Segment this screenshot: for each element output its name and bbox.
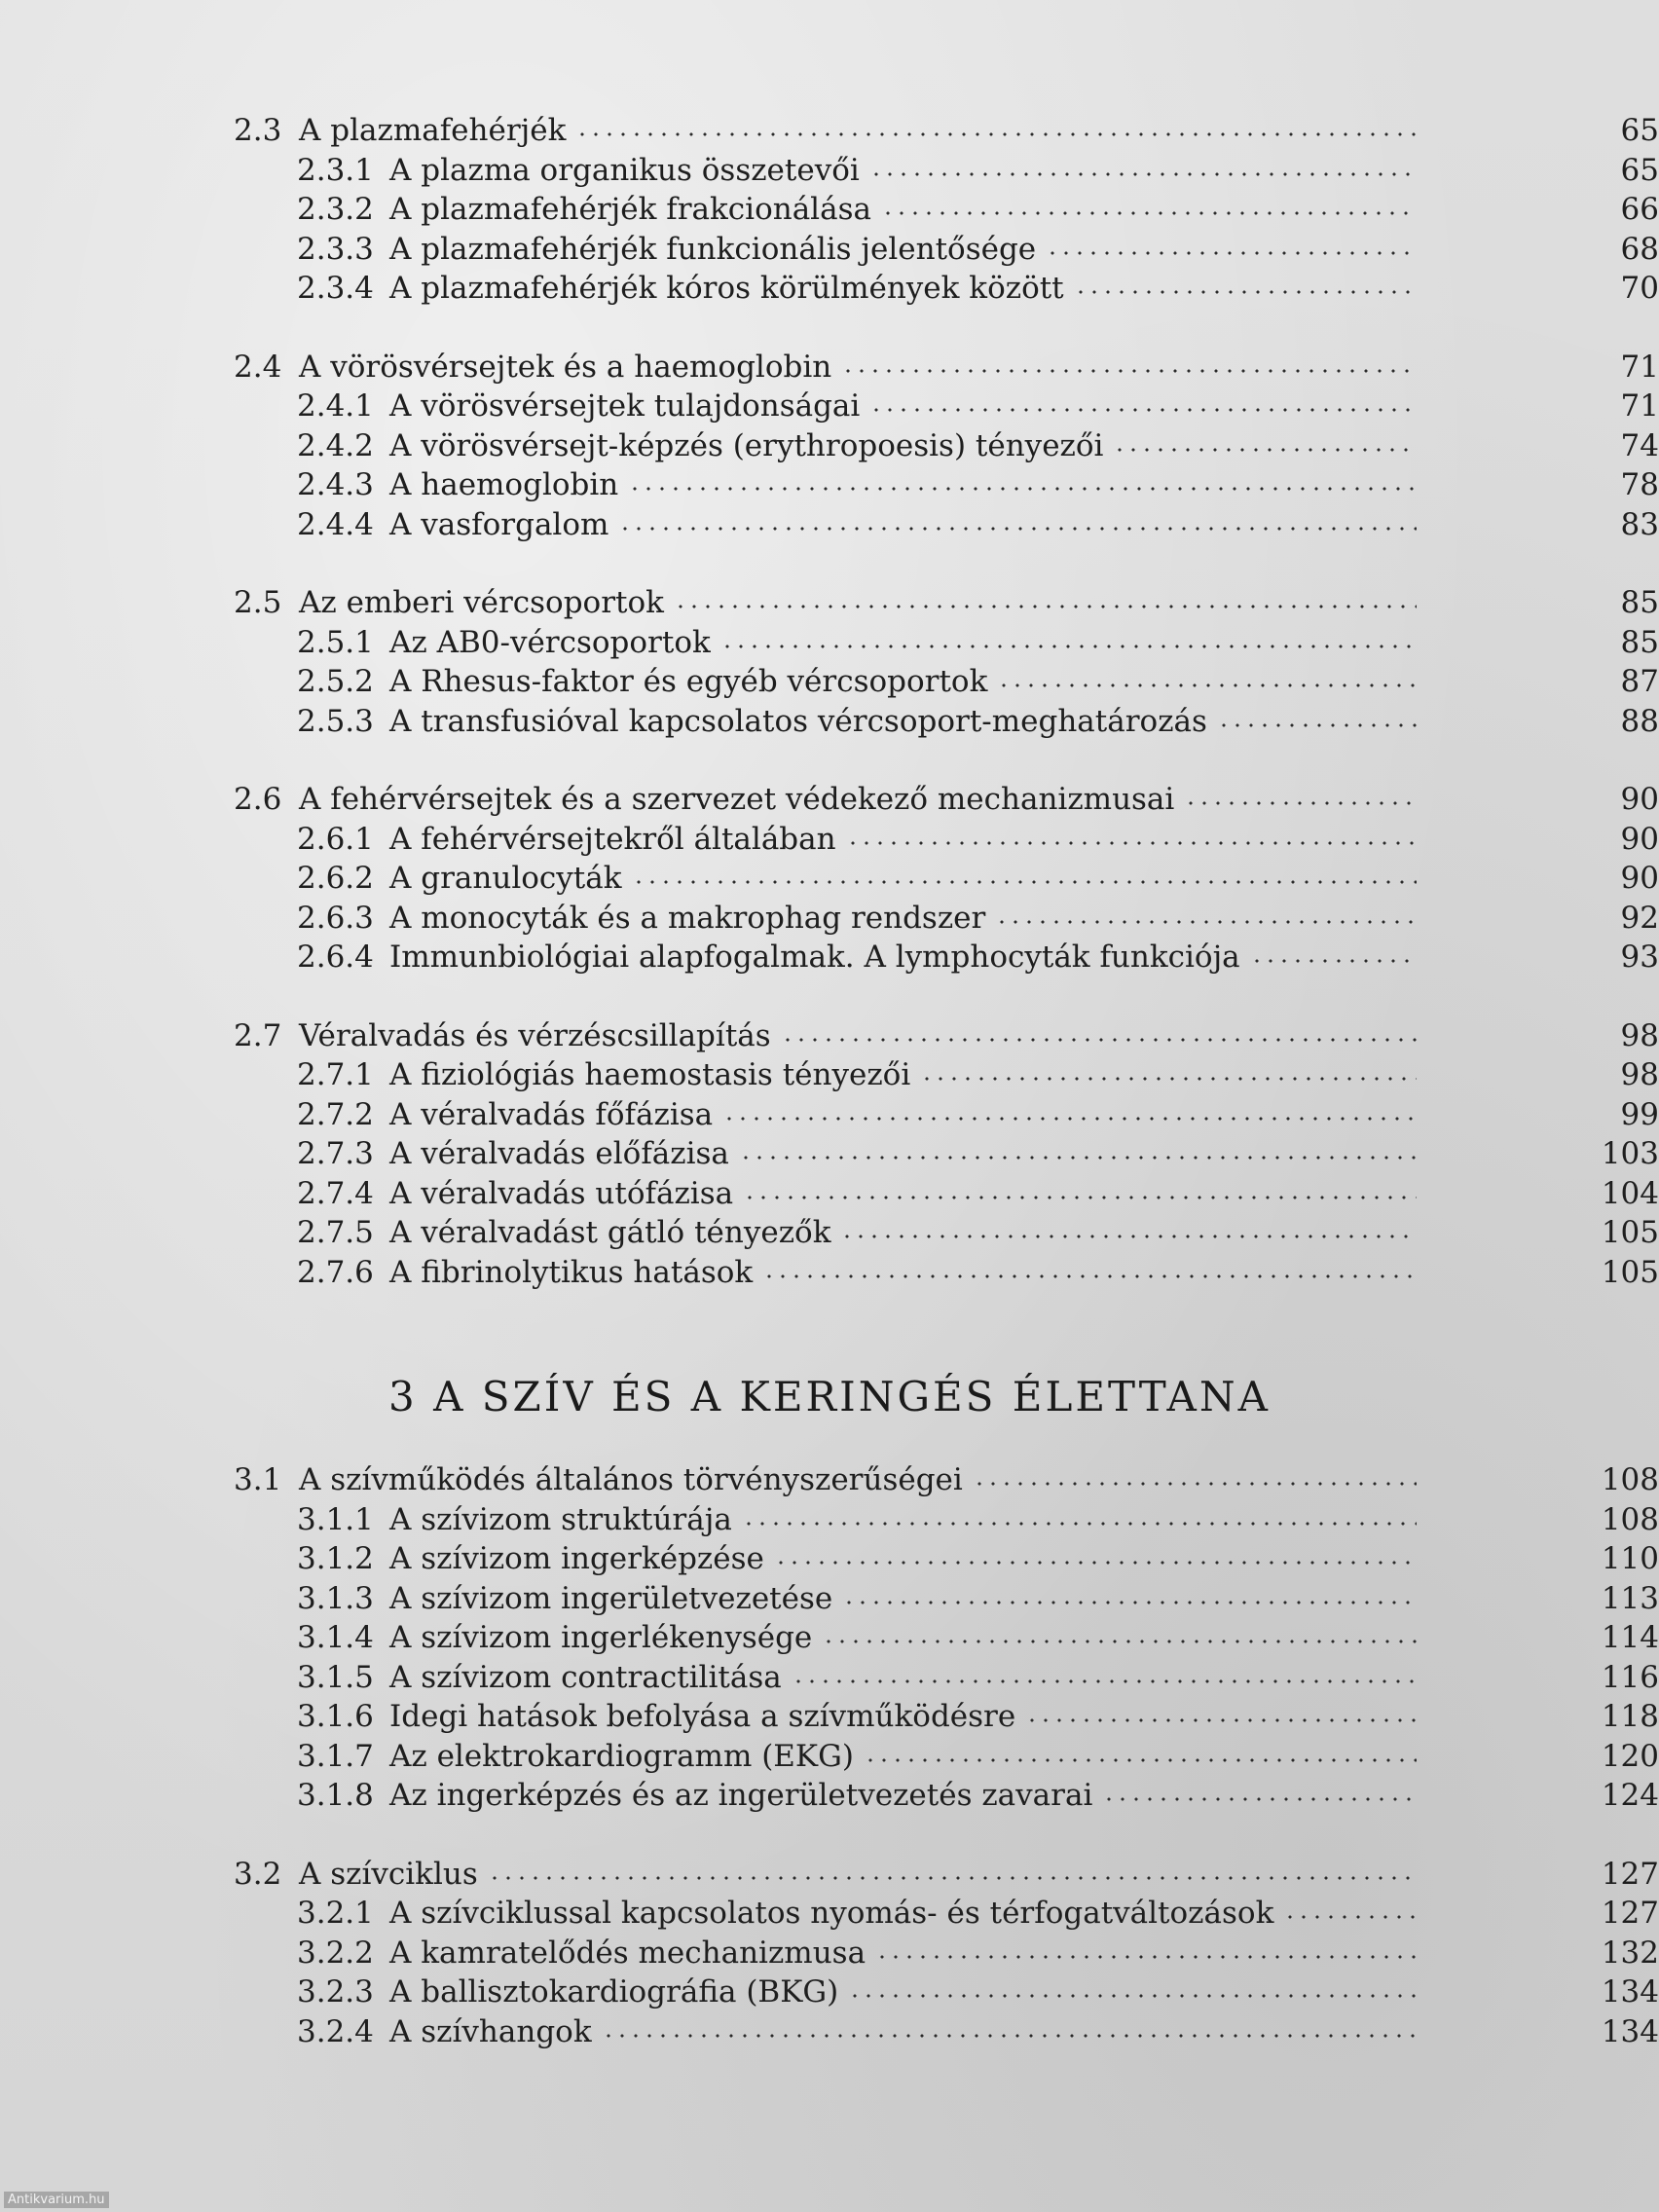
toc-entry-title: A plazma organikus összetevői bbox=[389, 152, 860, 188]
toc-entry-page-number: 127 bbox=[1601, 1896, 1659, 1931]
toc-entry-title: Idegi hatások befolyása a szívműködésre bbox=[389, 1699, 1016, 1734]
toc-subsection-row bbox=[0, 623, 1659, 662]
toc-section-row bbox=[0, 1460, 1659, 1499]
toc-subsection-row bbox=[0, 1658, 1659, 1697]
toc-entry-number: 2.5.2 bbox=[297, 664, 374, 699]
toc-entry-title: A véralvadást gátló tényezők bbox=[389, 1215, 831, 1250]
toc-entry-title: A szívciklus bbox=[299, 1856, 478, 1892]
toc-entry-title: A Rhesus-faktor és egyéb vércsoportok bbox=[389, 664, 988, 699]
toc-entry-number: 2.5.1 bbox=[297, 624, 374, 660]
toc-subsection-row bbox=[0, 1500, 1659, 1539]
toc-entry-page-number: 134 bbox=[1601, 2013, 1659, 2049]
toc-entry-title: A granulocyták bbox=[389, 861, 622, 896]
toc-subsection-row bbox=[0, 1776, 1659, 1815]
toc-subsection-row bbox=[0, 426, 1659, 465]
toc-entry-page-number: 85 bbox=[1620, 624, 1659, 660]
toc-entry-number: 3.2.4 bbox=[297, 2013, 374, 2049]
toc-entry-number: 3.1.4 bbox=[297, 1620, 374, 1655]
toc-entry-title: A véralvadás előfázisa bbox=[389, 1136, 729, 1171]
toc-entry-title: A szívizom ingerképzése bbox=[389, 1541, 764, 1576]
toc-entry-title: Az ingerképzés és az ingerületvezetés zavarai bbox=[389, 1778, 1093, 1813]
toc-subsection-row bbox=[0, 1134, 1659, 1173]
toc-entry-page-number: 98 bbox=[1620, 1057, 1659, 1092]
toc-entry-title: A plazmafehérjék bbox=[299, 113, 567, 148]
toc-subsection-row bbox=[0, 859, 1659, 898]
toc-entry-page-number: 110 bbox=[1601, 1541, 1659, 1576]
toc-entry-title: A fehérvérsejtekről általában bbox=[389, 821, 836, 857]
toc-entry-number: 2.3 bbox=[234, 113, 282, 148]
toc-entry-page-number: 114 bbox=[1601, 1620, 1659, 1655]
toc-section-row bbox=[0, 111, 1659, 150]
toc-entry-title: A szívciklussal kapcsolatos nyomás- és térfogatváltozások bbox=[389, 1896, 1274, 1931]
toc-entry-title: Az emberi vércsoportok bbox=[299, 585, 664, 620]
toc-entry-number: 2.7.6 bbox=[297, 1254, 374, 1290]
toc-subsection-row bbox=[0, 1579, 1659, 1618]
toc-entry-page-number: 92 bbox=[1620, 900, 1659, 936]
toc-subsection-row bbox=[0, 1539, 1659, 1578]
toc-entry-title: A fehérvérsejtek és a szervezet védekező mechanizmusai bbox=[299, 782, 1175, 817]
toc-entry-title: A szívműködés általános törvényszerűségei bbox=[299, 1462, 963, 1497]
toc-section-row bbox=[0, 348, 1659, 387]
toc-entry-number: 3.1.6 bbox=[297, 1699, 374, 1734]
toc-entry-title: A véralvadás főfázisa bbox=[389, 1096, 714, 1132]
toc-entry-page-number: 78 bbox=[1620, 467, 1659, 502]
toc-subsection-row bbox=[0, 1697, 1659, 1736]
toc-entry-number: 2.6.1 bbox=[297, 821, 374, 857]
toc-subsection-row bbox=[0, 702, 1659, 741]
toc-entry-number: 3.2.2 bbox=[297, 1935, 374, 1971]
toc-entry-number: 2.4.3 bbox=[297, 467, 374, 502]
toc-subsection-row bbox=[0, 151, 1659, 190]
toc-subsection-row bbox=[0, 1618, 1659, 1657]
toc-entry-page-number: 90 bbox=[1620, 861, 1659, 896]
toc-entry-title: A fiziológiás haemostasis tényezői bbox=[389, 1057, 911, 1092]
toc-entry-title: A monocyták és a makrophag rendszer bbox=[389, 900, 986, 936]
toc-entry-page-number: 127 bbox=[1601, 1856, 1659, 1892]
toc-entry-page-number: 68 bbox=[1620, 231, 1659, 267]
toc-section-row bbox=[0, 1016, 1659, 1055]
toc-entry-number: 3.2.1 bbox=[297, 1896, 374, 1931]
toc-subsection-row bbox=[0, 1213, 1659, 1252]
toc-entry-number: 2.5.3 bbox=[297, 703, 374, 739]
toc-entry-page-number: 103 bbox=[1601, 1136, 1659, 1171]
toc-entry-page-number: 124 bbox=[1601, 1778, 1659, 1813]
toc-subsection-row bbox=[0, 1934, 1659, 1972]
toc-entry-number: 3.1.7 bbox=[297, 1738, 374, 1774]
toc-entry-number: 3.1.1 bbox=[297, 1501, 374, 1537]
toc-entry-number: 3.2 bbox=[234, 1856, 282, 1892]
toc-entry-number: 3.1 bbox=[234, 1462, 282, 1497]
toc-subsection-row bbox=[0, 190, 1659, 229]
toc-section-row bbox=[0, 1855, 1659, 1894]
toc-subsection-row bbox=[0, 1095, 1659, 1134]
toc-entry-title: A vörösvérsejtek és a haemoglobin bbox=[299, 349, 832, 385]
toc-entry-page-number: 90 bbox=[1620, 782, 1659, 817]
toc-entry-title: A vörösvérsejtek tulajdonságai bbox=[389, 388, 861, 424]
toc-entry-number: 2.7.4 bbox=[297, 1175, 374, 1211]
toc-subsection-row bbox=[0, 938, 1659, 977]
toc-entry-page-number: 105 bbox=[1601, 1215, 1659, 1250]
toc-entry-number: 2.3.4 bbox=[297, 271, 374, 306]
toc-entry-page-number: 134 bbox=[1601, 1974, 1659, 2009]
toc-entry-title: A szívizom ingerlékenysége bbox=[389, 1620, 813, 1655]
toc-entry-title: Immunbiológiai alapfogalmak. A lymphocyták funkciója bbox=[389, 940, 1240, 975]
toc-subsection-row bbox=[0, 1055, 1659, 1094]
toc-entry-number: 2.6.2 bbox=[297, 861, 374, 896]
toc-subsection-row bbox=[0, 2012, 1659, 2051]
toc-subsection-row bbox=[0, 387, 1659, 425]
toc-entry-title: A transfusióval kapcsolatos vércsoport-meghatározás bbox=[389, 703, 1207, 739]
toc-entry-title: A szívizom struktúrája bbox=[389, 1501, 732, 1537]
toc-entry-page-number: 66 bbox=[1620, 192, 1659, 227]
toc-entry-title: A szívizom contractilitása bbox=[389, 1659, 782, 1695]
toc-entry-number: 2.7.2 bbox=[297, 1096, 374, 1132]
toc-entry-number: 3.1.2 bbox=[297, 1541, 374, 1576]
toc-entry-number: 2.6.4 bbox=[297, 940, 374, 975]
toc-entry-number: 3.1.3 bbox=[297, 1580, 374, 1616]
toc-entry-number: 2.6.3 bbox=[297, 900, 374, 936]
chapter-heading: 3 A SZÍV ÉS A KERINGÉS ÉLETTANA bbox=[388, 1373, 1271, 1420]
toc-entry-page-number: 132 bbox=[1601, 1935, 1659, 1971]
toc-entry-number: 3.2.3 bbox=[297, 1974, 374, 2009]
toc-entry-page-number: 83 bbox=[1620, 506, 1659, 542]
toc-entry-title: A vörösvérsejt-képzés (erythropoesis) tényezői bbox=[389, 427, 1104, 463]
toc-entry-page-number: 74 bbox=[1620, 427, 1659, 463]
toc-entry-title: A ballisztokardiográfia (BKG) bbox=[389, 1974, 839, 2009]
toc-subsection-row bbox=[0, 1174, 1659, 1213]
toc-subsection-row bbox=[0, 465, 1659, 504]
toc-entry-number: 2.6 bbox=[234, 782, 282, 817]
toc-entry-page-number: 85 bbox=[1620, 585, 1659, 620]
toc-entry-page-number: 65 bbox=[1620, 152, 1659, 188]
toc-entry-number: 2.4.2 bbox=[297, 427, 374, 463]
toc-entry-number: 2.4 bbox=[234, 349, 282, 385]
toc-entry-title: Véralvadás és vérzéscsillapítás bbox=[299, 1017, 771, 1053]
toc-entry-page-number: 108 bbox=[1601, 1501, 1659, 1537]
toc-entry-title: A plazmafehérjék kóros körülmények között bbox=[389, 271, 1064, 306]
toc-entry-number: 2.3.1 bbox=[297, 152, 374, 188]
toc-section-row bbox=[0, 780, 1659, 819]
toc-entry-number: 2.7 bbox=[234, 1017, 282, 1053]
toc-entry-title: A szívizom ingerületvezetése bbox=[389, 1580, 833, 1616]
toc-entry-page-number: 120 bbox=[1601, 1738, 1659, 1774]
toc-subsection-row bbox=[0, 269, 1659, 308]
toc-entry-page-number: 65 bbox=[1620, 113, 1659, 148]
toc-subsection-row bbox=[0, 230, 1659, 269]
toc-subsection-row bbox=[0, 899, 1659, 938]
toc-subsection-row bbox=[0, 505, 1659, 544]
toc-entry-page-number: 105 bbox=[1601, 1254, 1659, 1290]
toc-entry-number: 2.5 bbox=[234, 585, 282, 620]
toc-entry-number: 2.7.5 bbox=[297, 1215, 374, 1250]
toc-entry-title: Az AB0-vércsoportok bbox=[389, 624, 711, 660]
toc-entry-page-number: 71 bbox=[1620, 388, 1659, 424]
toc-subsection-row bbox=[0, 820, 1659, 859]
toc-entry-title: A szívhangok bbox=[389, 2013, 592, 2049]
toc-entry-number: 3.1.8 bbox=[297, 1778, 374, 1813]
toc-entry-page-number: 116 bbox=[1601, 1659, 1659, 1695]
toc-entry-page-number: 113 bbox=[1601, 1580, 1659, 1616]
toc-entry-title: A véralvadás utófázisa bbox=[389, 1175, 734, 1211]
toc-subsection-row bbox=[0, 1737, 1659, 1776]
toc-entry-page-number: 99 bbox=[1620, 1096, 1659, 1132]
toc-entry-page-number: 93 bbox=[1620, 940, 1659, 975]
toc-subsection-row bbox=[0, 1894, 1659, 1933]
toc-entry-title: A kamratelődés mechanizmusa bbox=[389, 1935, 866, 1971]
toc-entry-title: A plazmafehérjék frakcionálása bbox=[389, 192, 871, 227]
toc-entry-number: 2.3.2 bbox=[297, 192, 374, 227]
toc-subsection-row bbox=[0, 1972, 1659, 2011]
toc-entry-number: 2.3.3 bbox=[297, 231, 374, 267]
toc-entry-number: 2.4.4 bbox=[297, 506, 374, 542]
toc-entry-title: A plazmafehérjék funkcionális jelentősége bbox=[389, 231, 1037, 267]
toc-entry-page-number: 118 bbox=[1601, 1699, 1659, 1734]
toc-entry-page-number: 108 bbox=[1601, 1462, 1659, 1497]
toc-entry-page-number: 88 bbox=[1620, 703, 1659, 739]
toc-entry-page-number: 87 bbox=[1620, 664, 1659, 699]
toc-subsection-row bbox=[0, 1253, 1659, 1292]
toc-entry-page-number: 104 bbox=[1601, 1175, 1659, 1211]
toc-entry-page-number: 70 bbox=[1620, 271, 1659, 306]
toc-entry-page-number: 98 bbox=[1620, 1017, 1659, 1053]
toc-entry-number: 3.1.5 bbox=[297, 1659, 374, 1695]
toc-section-row bbox=[0, 583, 1659, 622]
toc-entry-page-number: 90 bbox=[1620, 821, 1659, 857]
watermark: Antikvarium.hu bbox=[4, 2192, 109, 2208]
toc-entry-title: A fibrinolytikus hatások bbox=[389, 1254, 754, 1290]
toc-entry-title: A vasforgalom bbox=[389, 506, 609, 542]
toc-entry-title: A haemoglobin bbox=[389, 467, 619, 502]
toc-subsection-row bbox=[0, 662, 1659, 701]
toc-entry-page-number: 71 bbox=[1620, 349, 1659, 385]
toc-entry-title: Az elektrokardiogramm (EKG) bbox=[389, 1738, 854, 1774]
toc-entry-number: 2.4.1 bbox=[297, 388, 374, 424]
toc-entry-number: 2.7.1 bbox=[297, 1057, 374, 1092]
toc-entry-number: 2.7.3 bbox=[297, 1136, 374, 1171]
